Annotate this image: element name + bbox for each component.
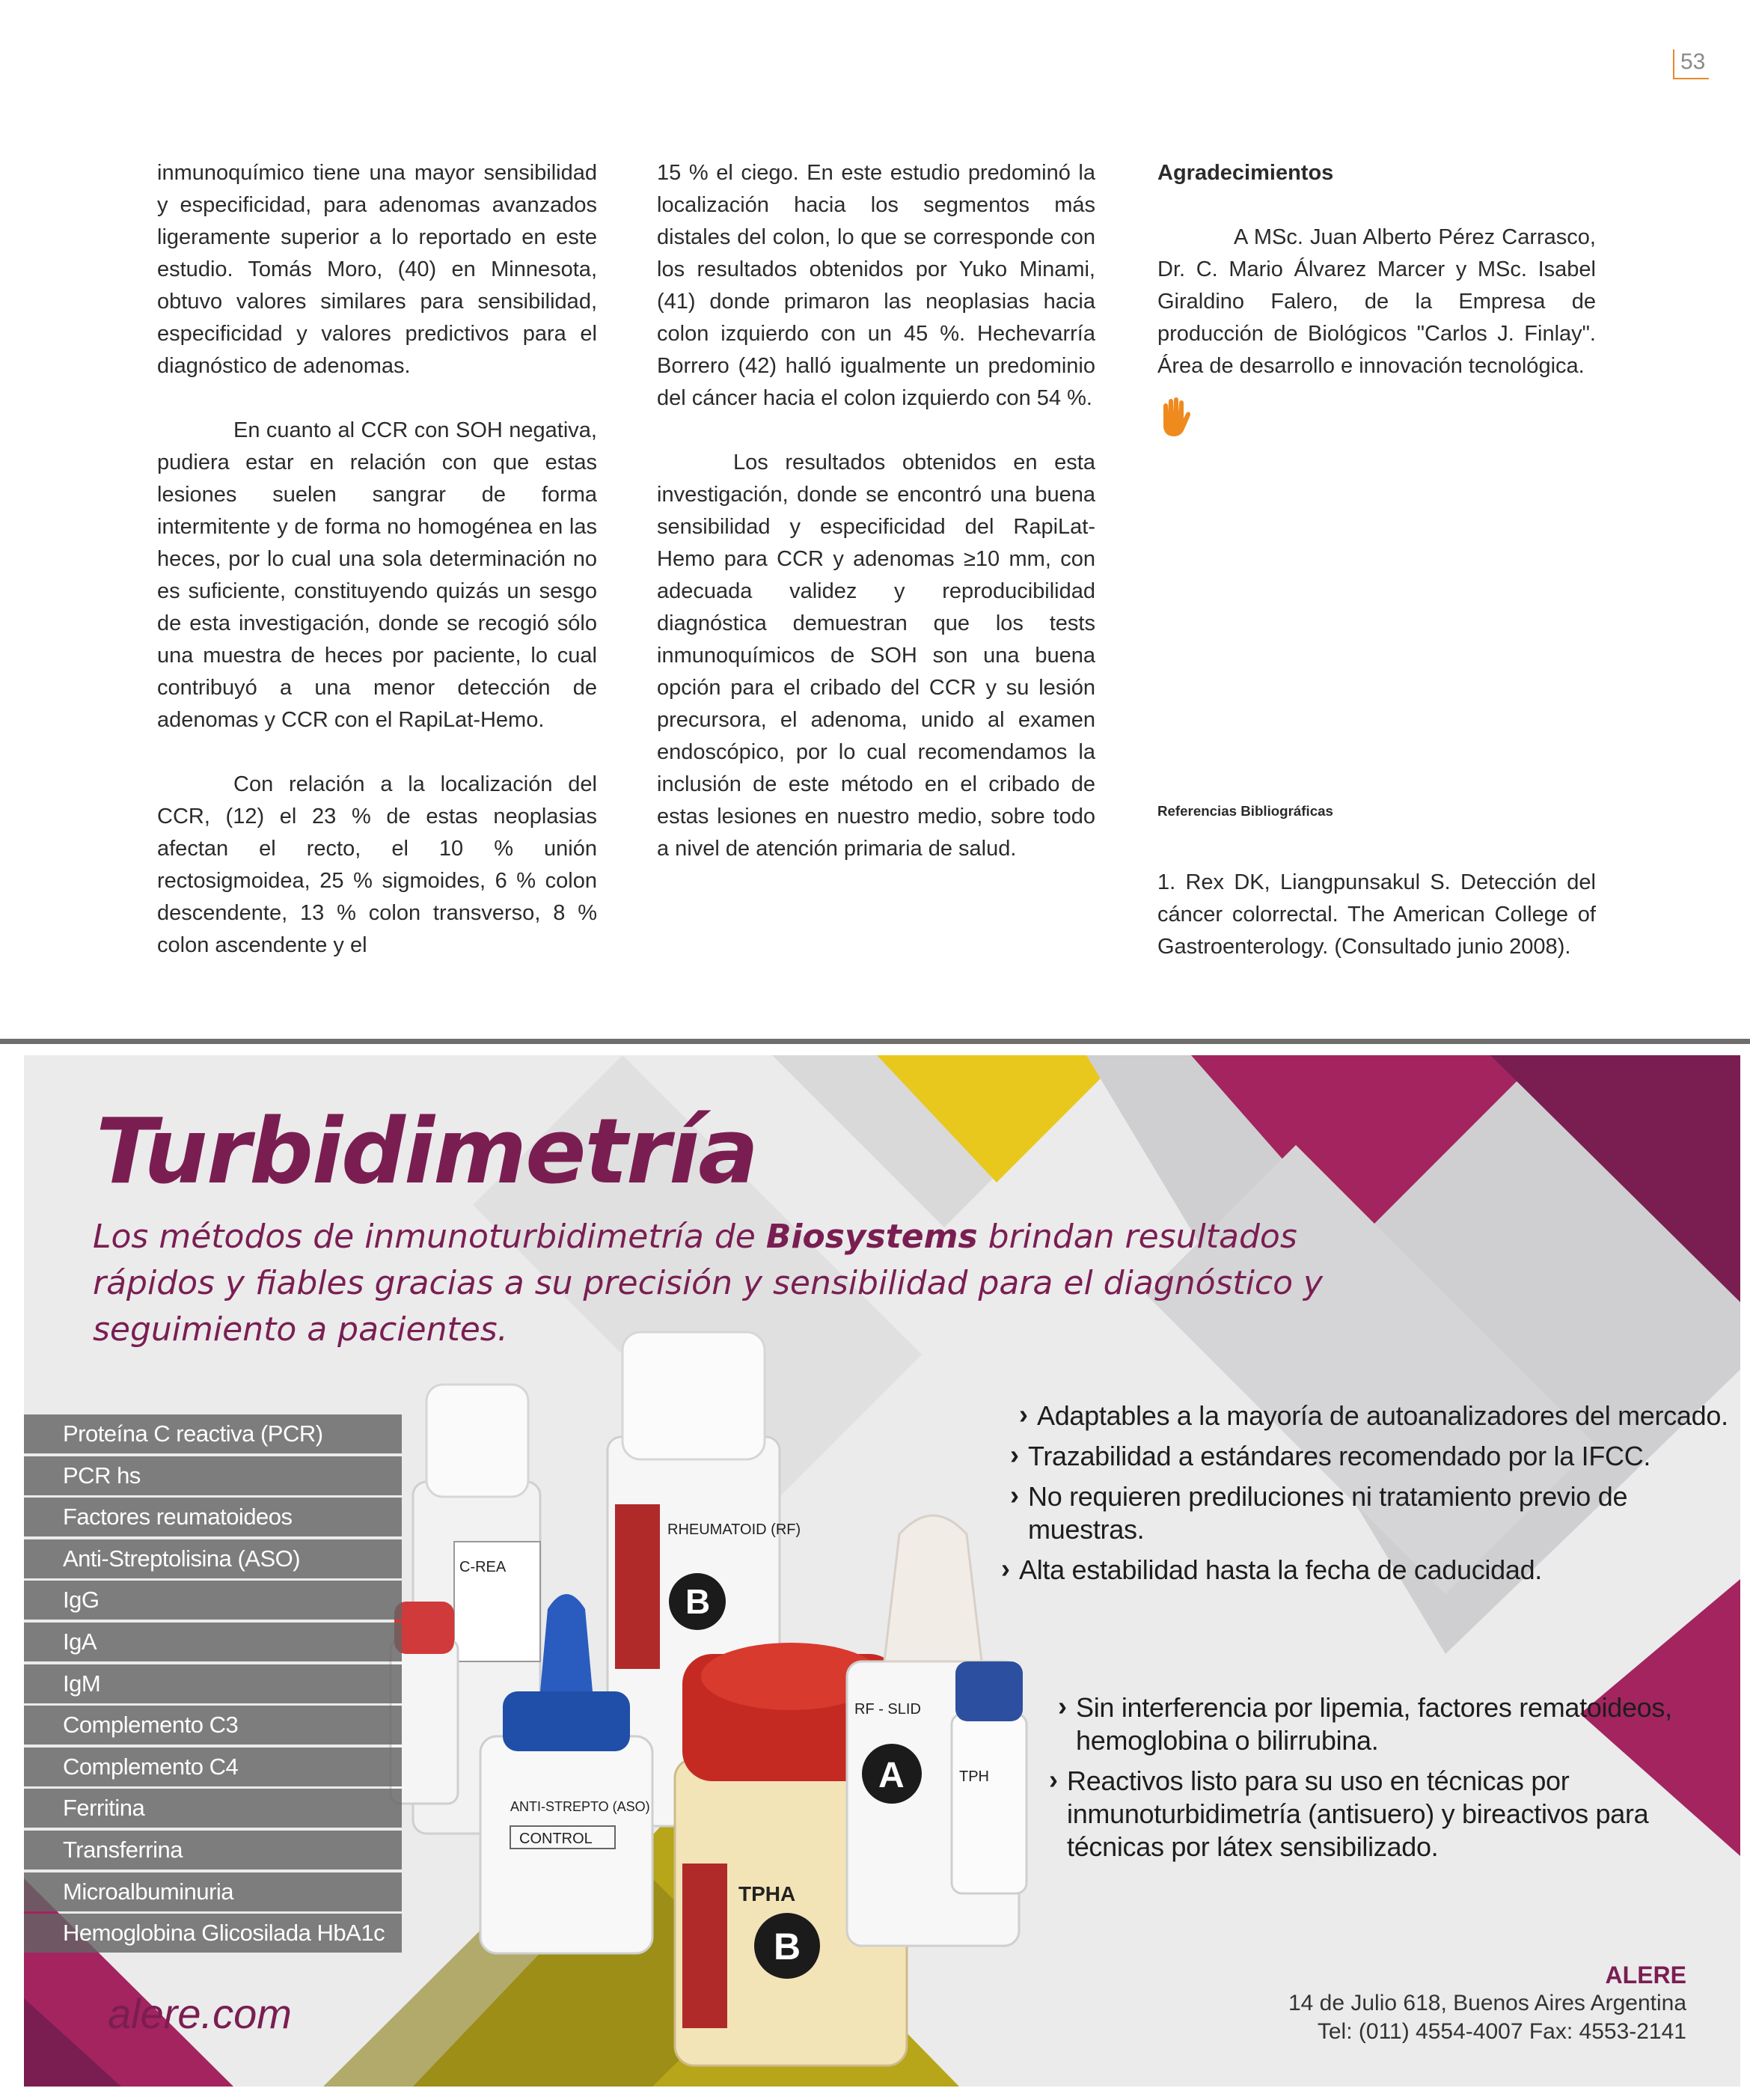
product-item: IgM — [24, 1664, 402, 1703]
company-name: ALERE — [1605, 1962, 1686, 1988]
product-item: PCR hs — [24, 1456, 402, 1495]
bottle-label: TPHA — [738, 1882, 796, 1905]
bottle-letter: A — [878, 1756, 905, 1795]
article-column-2 — [657, 157, 1095, 897]
feature-list-bottom — [1058, 1691, 1731, 1871]
bottle-label: RHEUMATOID (RF) — [667, 1521, 801, 1538]
feature-list-top — [1019, 1400, 1737, 1594]
advertisement — [24, 1055, 1740, 2087]
ad-divider — [0, 1039, 1750, 1044]
feature-item: › Alta estabilidad hasta la fecha de caducidad. — [1001, 1554, 1737, 1587]
company-address: 14 de Julio 618, Buenos Aires Argentina — [1288, 1991, 1686, 2015]
product-item: Factores reumatoideos — [24, 1498, 402, 1536]
bottle-letter: B — [774, 1926, 801, 1968]
subtitle-text: Los métodos de inmunoturbidimetría de — [93, 1218, 766, 1256]
product-item: Complemento C3 — [24, 1706, 402, 1745]
article-column-1 — [157, 157, 597, 994]
bottle-label: TPH — [959, 1768, 989, 1785]
article-column-3 — [1157, 157, 1596, 438]
product-item: IgA — [24, 1623, 402, 1661]
paragraph: Con relación a la localización del CCR, (12) el 23 % de estas neoplasias afectan el recto, el 10 % unión rectosigmoidea, 25 % sigmoides, 6 % colon descendente, 13 % colon transverso, 8 % colon ascendente y el — [157, 772, 597, 957]
bottle-letter: B — [685, 1582, 711, 1621]
paragraph: Los resultados obtenidos en esta investigación, donde se encontró una buena sensibilidad y especificidad del RapiLat-Hemo para CCR y adenomas ≥10 mm, con adecuada validez y reproducibilidad diagnóstica demuestran que los tests inmunoquímicos de SOH son una buena opción para el cribado del CCR y su lesión precursora, el adenoma, unido al examen endoscópico, por lo cual recomendamos la inclusión de este método en el cribado de estas lesiones en nuestro medio, sobre todo a nivel de atención primaria de salud. — [657, 451, 1095, 861]
product-item: Transferrina — [24, 1831, 402, 1869]
paragraph: En cuanto al CCR con SOH negativa, pudiera estar en relación con que estas lesiones suelen sangrar de forma intermitente y de forma no homogénea en las heces, por lo cual una sola determinación no es suficiente, constituyendo quizás un sesgo de esta investigación, donde se recogió sólo una muestra de heces por paciente, lo cual contribuyó a una menor detección de adenomas y CCR con el RapiLat-Hemo. — [157, 418, 597, 732]
feature-item: › Trazabilidad a estándares recomendado por la IFCC. — [1010, 1440, 1737, 1473]
bottle-label: RF - SLID — [854, 1701, 921, 1718]
paragraph: 15 % el ciego. En este estudio predominó la localización hacia los segmentos más distales del colon, lo que se corresponde con los resultados obtenidos por Yuko Minami, (41) donde primaron las neoplasias hacia colon izquierdo con un 45 %. Hechevarría Borrero (42) halló igualmente un predominio del cáncer hacia el colon izquierdo con 54 %. — [657, 161, 1095, 410]
product-item: Ferritina — [24, 1789, 402, 1828]
company-contact — [1288, 1961, 1686, 2046]
reference-item: 1. Rex DK, Liangpunsakul S. Detección del cáncer colorrectal. The American College of Gastroenterology. (Consultado junio 2008). — [1157, 870, 1596, 959]
product-item: Proteína C reactiva (PCR) — [24, 1414, 402, 1453]
feature-item: › Sin interferencia por lipemia, factores rematoideos, hemoglobina o bilirrubina. — [1058, 1691, 1731, 1757]
product-item: Complemento C4 — [24, 1748, 402, 1786]
page-number: 53 — [1673, 49, 1709, 79]
product-item: IgG — [24, 1581, 402, 1620]
website-link[interactable]: alere.com — [108, 1990, 292, 2037]
company-phone: Tel: (011) 4554-4007 Fax: 4553-2141 — [1317, 2019, 1686, 2044]
feature-item: › Adaptables a la mayoría de autoanalizadores del mercado. — [1019, 1400, 1737, 1432]
bottle-label: C-REA — [459, 1559, 507, 1575]
paragraph: inmunoquímico tiene una mayor sensibilidad y especificidad, para adenomas avanzados ligeramente superior a lo reportado en este estudio. Tomás Moro, (40) en Minnesota, obtuvo valores similares para sensibilidad, especificidad y valores predictivos para el diagnóstico de adenomas. — [157, 161, 597, 378]
feature-item: › No requieren prediluciones ni tratamiento previo de muestras. — [1010, 1480, 1737, 1546]
references-heading: Referencias Bibliográficas — [1157, 803, 1333, 819]
product-item: Microalbuminuria — [24, 1872, 402, 1911]
product-item: Anti-Streptolisina (ASO) — [24, 1539, 402, 1578]
ad-title: Turbidimetría — [96, 1100, 758, 1204]
acknowledgements-heading: Agradecimientos — [1157, 161, 1334, 185]
product-item: Hemoglobina Glicosilada HbA1c — [24, 1914, 402, 1953]
subtitle-brand: Biosystems — [765, 1218, 978, 1256]
bottle-label: ANTI-STREPTO (ASO) — [510, 1799, 650, 1814]
ad-subtitle — [93, 1214, 1350, 1353]
hand-stop-icon — [1157, 397, 1192, 438]
subtitle-text: brindan resultados rápidos y fiables gracias a su precisión y sensibilidad para el diagnóstico y seguimiento a pacientes. — [93, 1218, 1324, 1349]
feature-item: › Reactivos listo para su uso en técnicas por inmunoturbidimetría (antisuero) y bireactivos para técnicas por látex sensibilizado. — [1049, 1765, 1731, 1864]
product-list — [24, 1414, 402, 1956]
bottle-label: CONTROL — [519, 1831, 593, 1847]
acknowledgements-text: A MSc. Juan Alberto Pérez Carrasco, Dr. C. Mario Álvarez Marcer y MSc. Isabel Giraldino Falero, de la Empresa de producción de Biológicos "Carlos J. Finlay". Área de desarrollo e innovación tecnológica. — [1157, 225, 1596, 378]
